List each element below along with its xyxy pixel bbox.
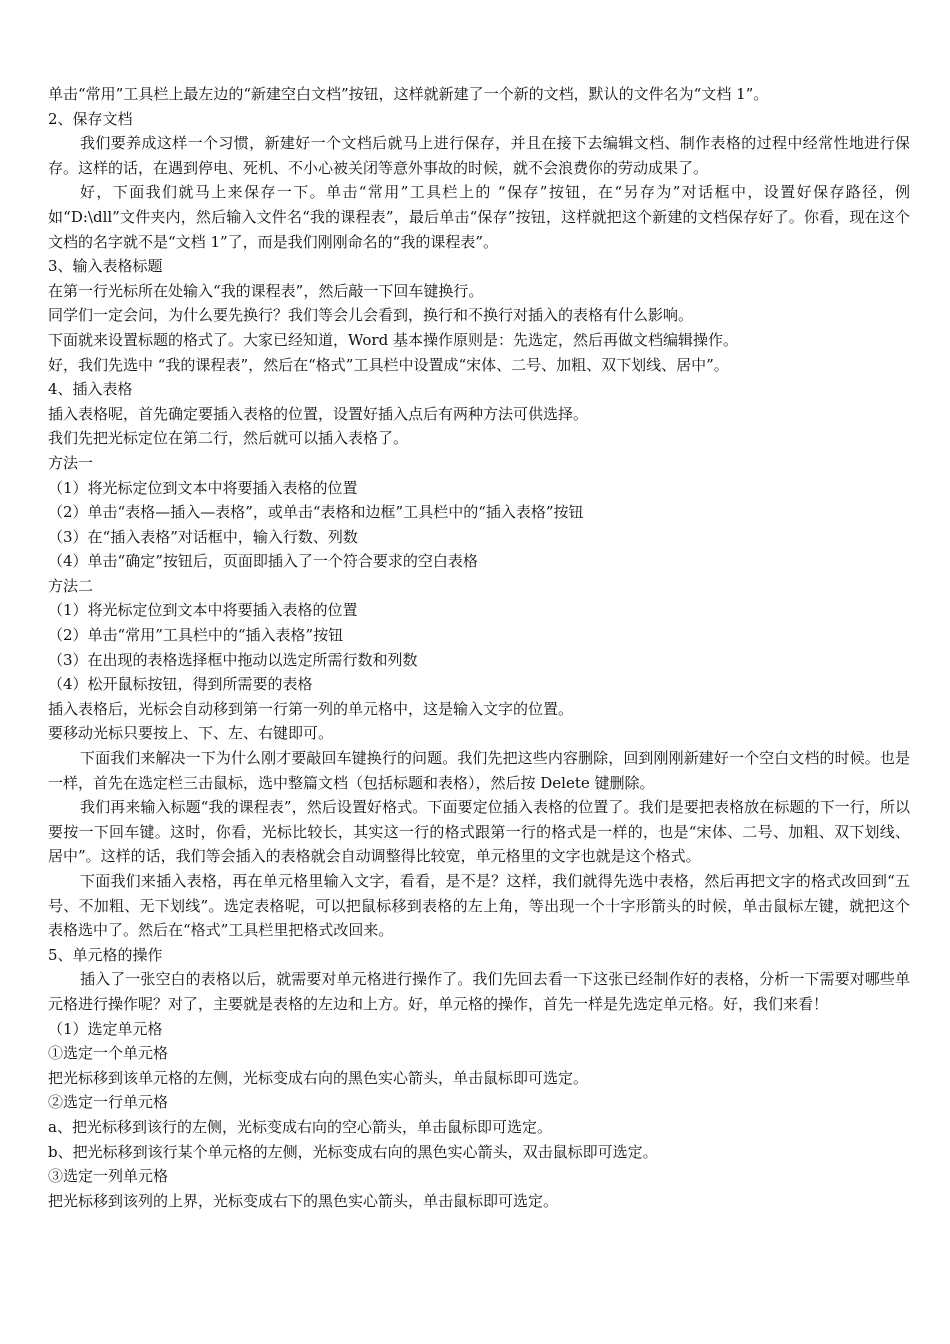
- paragraph: ③选定一列单元格: [48, 1167, 169, 1186]
- paragraph: 插入表格后，光标会自动移到第一行第一列的单元格中，这是输入文字的位置。: [48, 699, 574, 718]
- paragraph: 2、保存文档: [48, 109, 133, 128]
- paragraph: 下面就来设置标题的格式了。大家已经知道，Word 基本操作原则是：先选定，然后再做文档编辑操作。: [48, 330, 738, 349]
- paragraph: 单击“常用”工具栏上最左边的“新建空白文档”按钮，这样就新建了一个新的文档，默认的文件名为“文档 1”。: [48, 85, 769, 103]
- paragraph: （1）将光标定位到文本中将要插入表格的位置: [48, 478, 358, 497]
- paragraph: 好，下面我们就马上来保存一下。单击“常用”工具栏上的 “保存”按钮，在“另存为”对话框中，设置好保存路径，例如“D:\dll”文件夹内，然后输入文件名“我的课程表”，最后单击“保存”按钮，这样就把这个新建的文档保存好了。你看，现在这个文档的名字就不是“文档 1”了，而是我们刚刚命名的“我的课程表”。: [48, 183, 910, 251]
- paragraph: 3、输入表格标题: [48, 257, 163, 276]
- paragraph: 我们先把光标定位在第二行，然后就可以插入表格了。: [48, 429, 409, 448]
- paragraph: 同学们一定会问，为什么要先换行？我们等会儿会看到，换行和不换行对插入的表格有什么影响。: [48, 306, 694, 325]
- paragraph: 下面我们来解决一下为什么刚才要敲回车键换行的问题。我们先把这些内容删除，回到刚刚新建好一个空白文档的时候。也是一样，首先在选定栏三击鼠标，选中整篇文档（包括标题和表格），然后按 Delete 键删除。: [48, 749, 910, 792]
- paragraph: 我们要养成这样一个习惯，新建好一个文档后就马上进行保存，并且在接下去编辑文档、制作表格的过程中经常性地进行保存。这样的话，在遇到停电、死机、不小心被关闭等意外事故的时候，就不会浪费你的劳动成果了。: [48, 134, 910, 177]
- paragraph: 4、插入表格: [48, 380, 133, 399]
- paragraph: （1）选定单元格: [48, 1019, 163, 1038]
- paragraph: （4）松开鼠标按钮，得到所需要的表格: [48, 675, 313, 694]
- paragraph: 方法一: [48, 453, 94, 472]
- paragraph: 方法二: [48, 576, 94, 595]
- paragraph: 在第一行光标所在处输入“我的课程表”，然后敲一下回车键换行。: [48, 281, 484, 300]
- paragraph: （4）单击“确定”按钮后，页面即插入了一个符合要求的空白表格: [48, 552, 478, 571]
- paragraph: 插入了一张空白的表格以后，就需要对单元格进行操作了。我们先回去看一下这张已经制作好的表格，分析一下需要对哪些单元格进行操作呢？对了，主要就是表格的左边和上方。好，单元格的操作，首先一样是先选定单元格。好，我们来看！: [48, 970, 910, 1013]
- paragraph: 要移动光标只要按上、下、左、右键即可。: [48, 724, 334, 743]
- paragraph: （2）单击“常用”工具栏中的“插入表格”按钮: [48, 626, 344, 645]
- paragraph: b、把光标移到该行某个单元格的左侧，光标变成右向的黑色实心箭头，双击鼠标即可选定。: [48, 1142, 658, 1161]
- paragraph: （3）在出现的表格选择框中拖动以选定所需行数和列数: [48, 650, 418, 669]
- paragraph: （3）在“插入表格”对话框中，输入行数、列数: [48, 527, 358, 546]
- paragraph: 我们再来输入标题“我的课程表”，然后设置好格式。下面要定位插入表格的位置了。我们是要把表格放在标题的下一行，所以要按一下回车键。这时，你看，光标比较长，其实这一行的格式跟第一行的格式是一样的，也是“宋体、二号、加粗、双下划线、居中”。这样的话，我们等会插入的表格就会自动调整得比较宽，单元格里的文字也就是这个格式。: [48, 798, 910, 866]
- paragraph: ②选定一行单元格: [48, 1093, 169, 1112]
- paragraph: a、把光标移到该行的左侧，光标变成右向的空心箭头，单击鼠标即可选定。: [48, 1117, 552, 1136]
- paragraph: 5、单元格的操作: [48, 945, 163, 964]
- paragraph: 把光标移到该列的上界，光标变成右下的黑色实心箭头，单击鼠标即可选定。: [48, 1191, 559, 1210]
- paragraph: 好，我们先选中 “我的课程表”，然后在“格式”工具栏中设置成“宋体、二号、加粗、双下划线、居中”。: [48, 355, 729, 374]
- paragraph: （2）单击“表格—插入—表格”，或单击“表格和边框”工具栏中的“插入表格”按钮: [48, 503, 584, 522]
- paragraph: 下面我们来插入表格，再在单元格里输入文字，看看，是不是？这样，我们就得先选中表格，然后再把文字的格式改回到“五号、不加粗、无下划线”。选定表格呢，可以把鼠标移到表格的左上角，等出现一个十字形箭头的时候，单击鼠标左键，就把这个表格选中了。然后在“格式”工具栏里把格式改回来。: [48, 872, 910, 940]
- document-body: [48, 82, 910, 1213]
- paragraph: ①选定一个单元格: [48, 1044, 169, 1063]
- paragraph: 把光标移到该单元格的左侧，光标变成右向的黑色实心箭头，单击鼠标即可选定。: [48, 1068, 589, 1087]
- paragraph: （1）将光标定位到文本中将要插入表格的位置: [48, 601, 358, 620]
- paragraph: 插入表格呢，首先确定要插入表格的位置，设置好插入点后有两种方法可供选择。: [48, 404, 589, 423]
